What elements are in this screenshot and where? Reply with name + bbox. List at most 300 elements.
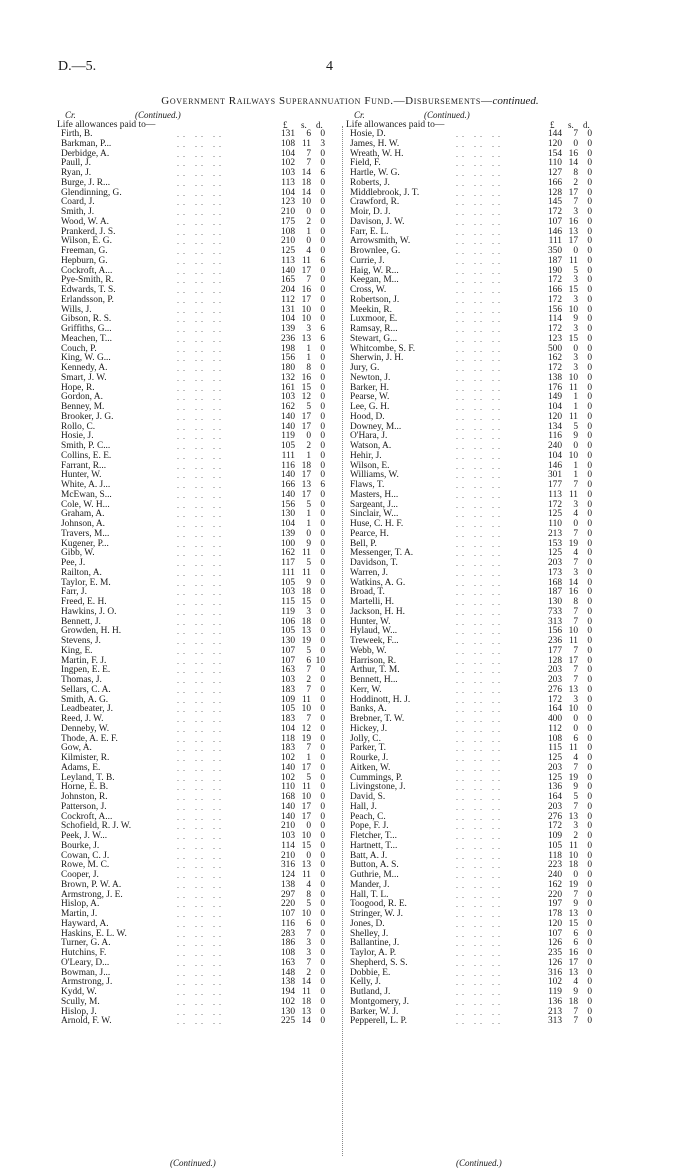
shillings-value: 3 [573,275,578,286]
pounds-value: 236 [547,636,562,646]
shillings-value: 7 [306,928,311,939]
pence-value: 0 [320,821,325,832]
pence-value: 0 [320,626,325,637]
pence-value: 0 [587,782,592,793]
pensioner-name: Masters, H... [350,489,399,500]
pounds-value: 186 [280,938,295,949]
pence-value: 0 [320,197,325,208]
pensioner-name: Taylor, E. M. [61,577,111,588]
shillings-value: 10 [301,197,311,208]
pensioner-name: Davison, J. W. [350,216,405,227]
shillings-value: 9 [573,431,578,442]
shillings-value: 4 [573,548,578,559]
shillings-value: 11 [568,636,578,646]
pounds-value: 126 [547,938,562,949]
leader-dots: .. .. .. [177,734,225,744]
table-row [346,969,636,979]
pounds-value: 156 [547,626,562,637]
pence-value: 6 [320,168,325,178]
leader-dots: .. .. .. [177,217,225,227]
leader-dots: .. .. .. [177,315,225,325]
table-row [346,442,636,452]
leader-dots: .. .. .. [177,617,225,627]
shillings-value: 15 [568,333,578,344]
leader-dots: .. .. .. [177,676,225,685]
shillings-value: 11 [568,411,578,422]
pounds-value: 140 [280,801,295,812]
shillings-value: 1 [306,450,311,461]
pensioner-name: Bowman, J... [61,967,111,978]
shillings-value: 18 [568,996,578,1007]
pounds-value: 104 [280,314,295,325]
shillings-value: 19 [568,538,578,549]
pensioner-name: Jackson, H. H. [350,606,405,617]
pence-value: 0 [587,168,592,178]
shillings-value: 6 [306,918,311,929]
left-cr-label: Cr. [65,110,76,120]
right-shillings-header: s. [568,120,574,130]
leader-dots: .. .. .. [456,461,504,471]
shillings-value: 4 [306,879,311,890]
table-row [57,1017,367,1027]
pensioner-name: Adams, E. [61,762,101,773]
pensioner-name: Wills, J. [61,304,92,315]
leader-dots: .. .. .. [177,783,225,793]
pence-value: 0 [320,392,325,403]
pounds-value: 172 [547,694,562,705]
pence-value: 0 [587,665,592,676]
shillings-value: 11 [301,255,311,266]
pounds-value: 190 [547,265,562,276]
shillings-value: 1 [573,392,578,403]
pence-value: 0 [320,636,325,646]
pensioner-name: Toogood, R. E. [350,899,407,910]
pence-value: 0 [587,684,592,695]
pounds-value: 225 [280,1016,295,1027]
pence-value: 0 [320,909,325,919]
pounds-value: 148 [280,967,295,978]
leader-dots: .. .. .. [177,451,225,461]
leader-dots: .. .. .. [456,832,504,841]
table-row [346,793,636,803]
pounds-value: 140 [280,411,295,422]
pence-value: 0 [587,226,592,237]
leader-dots: .. .. .. [456,539,504,549]
pence-value: 0 [587,840,592,851]
pounds-value: 108 [280,948,295,958]
shillings-value: 11 [301,987,311,997]
leader-dots: .. .. .. [177,471,225,481]
pence-value: 0 [320,831,325,841]
leader-dots: .. .. .. [456,802,504,812]
pence-value: 0 [320,363,325,373]
leader-dots: .. .. .. [456,637,504,646]
pence-value: 0 [320,187,325,198]
leader-dots: .. .. .. [177,442,225,451]
pounds-value: 139 [280,528,295,539]
shillings-value: 1 [306,519,311,529]
leader-dots: .. .. .. [456,412,504,422]
pounds-value: 313 [547,616,562,627]
pensioner-name: Gibson, R. S. [61,314,112,325]
pounds-value: 134 [547,421,562,432]
leader-dots: .. .. .. [177,588,225,598]
pensioner-name: Roberts, J. [350,177,390,188]
right-cr-label: Cr. [354,110,365,120]
pensioner-name: Gibb, W. [61,548,95,559]
leader-dots: .. .. .. [456,247,504,256]
pence-value: 0 [320,382,325,393]
shillings-value: 19 [301,636,311,646]
pounds-value: 316 [547,967,562,978]
shillings-value: 7 [573,889,578,900]
pounds-value: 166 [547,285,562,295]
pence-value: 0 [587,645,592,656]
shillings-value: 18 [301,996,311,1007]
pensioner-name: Meekin, R. [350,304,392,315]
pensioner-name: Cross, W. [350,285,387,295]
shillings-value: 15 [301,382,311,393]
pence-value: 0 [587,519,592,529]
pence-value: 0 [587,246,592,256]
pounds-value: 123 [547,333,562,344]
pence-value: 0 [320,860,325,871]
leader-dots: .. .. .. [177,841,225,851]
pence-value: 0 [320,723,325,734]
leader-dots: .. .. .. [177,978,225,988]
pounds-value: 140 [280,762,295,773]
pence-value: 0 [587,255,592,266]
leader-dots: .. .. .. [456,169,504,178]
pensioner-name: McEwan, S... [61,489,112,500]
shillings-value: 8 [306,363,311,373]
pounds-value: 100 [280,538,295,549]
leader-dots: .. .. .. [456,744,504,754]
table-row [346,1017,636,1027]
table-row [346,150,636,160]
leader-dots: .. .. .. [177,822,225,832]
pensioner-name: Barkman, P... [61,138,112,149]
pence-value: 0 [587,967,592,978]
pounds-value: 130 [280,509,295,520]
pence-value: 0 [587,470,592,481]
pence-value: 0 [587,216,592,227]
pensioner-name: Farrant, R... [61,460,107,471]
pounds-value: 104 [547,450,562,461]
pensioner-name: Johnston, R. [61,792,108,802]
leader-dots: .. .. .. [177,256,225,266]
pence-value: 0 [320,216,325,227]
pensioner-name: Wilson, E. G. [61,236,112,247]
leader-dots: .. .. .. [456,666,504,676]
leader-dots: .. .. .. [177,919,225,929]
leader-dots: .. .. .. [456,266,504,276]
shillings-value: 10 [301,831,311,841]
pensioner-name: Benney, M. [61,402,105,412]
leader-dots: .. .. .. [456,695,504,705]
pensioner-name: Patterson, J. [61,801,107,812]
pensioner-name: King, E. [61,645,93,656]
leader-dots: .. .. .. [456,988,504,997]
leader-dots: .. .. .. [456,490,504,500]
pounds-value: 103 [280,675,295,685]
pence-value: 0 [587,811,592,822]
pensioner-name: Thomas, J. [61,675,102,685]
shillings-value: 5 [306,645,311,656]
pensioner-name: Button, A. S. [350,860,399,871]
leader-dots: .. .. .. [177,481,225,490]
pence-value: 0 [587,733,592,744]
shillings-value: 7 [306,148,311,159]
pounds-value: 146 [547,226,562,237]
pence-value: 0 [587,889,592,900]
pence-value: 0 [587,597,592,607]
pence-value: 0 [320,460,325,471]
pounds-value: 107 [280,909,295,919]
leader-dots: .. .. .. [177,169,225,178]
shillings-value: 17 [568,655,578,666]
leader-dots: .. .. .. [177,354,225,364]
shillings-value: 11 [301,548,311,559]
pensioner-name: Collins, E. E. [61,450,112,461]
pensioner-name: Horne, E. B. [61,782,109,793]
shillings-value: 7 [306,158,311,169]
leader-dots: .. .. .. [456,481,504,490]
table-row [346,783,636,793]
pence-value: 0 [587,480,592,490]
pensioner-name: Wreath, W. H. [350,148,404,159]
pence-value: 0 [587,402,592,412]
table-row [346,384,636,394]
leader-dots: .. .. .. [456,130,504,139]
shillings-value: 9 [573,987,578,997]
shillings-value: 7 [306,743,311,754]
shillings-value: 15 [568,285,578,295]
pence-value: 0 [587,870,592,880]
pence-value: 0 [320,275,325,286]
pence-value: 0 [587,421,592,432]
pence-value: 0 [587,450,592,461]
pence-value: 0 [587,977,592,988]
pounds-value: 210 [280,207,295,217]
pounds-value: 166 [280,480,295,490]
pounds-value: 172 [547,499,562,510]
pounds-value: 130 [547,597,562,607]
shillings-value: 0 [306,850,311,861]
pensioner-name: Moir, D. J. [350,207,391,217]
pounds-value: 187 [547,587,562,598]
pounds-value: 139 [280,324,295,334]
leader-dots: .. .. .. [177,373,225,383]
shillings-value: 0 [573,138,578,149]
pensioner-name: Hood, D. [350,411,385,422]
shillings-value: 7 [306,684,311,695]
leader-dots: .. .. .. [456,188,504,198]
pence-value: 0 [587,236,592,247]
shillings-value: 13 [568,909,578,919]
pensioner-name: Martelli, H. [350,597,395,607]
pounds-value: 313 [547,1016,562,1027]
pensioner-name: Freeman, G. [61,246,108,256]
pence-value: 0 [320,499,325,510]
pounds-value: 109 [280,694,295,705]
leader-dots: .. .. .. [177,432,225,442]
pounds-value: 104 [280,187,295,198]
shillings-value: 11 [568,743,578,754]
pounds-value: 156 [280,499,295,510]
pounds-value: 128 [547,187,562,198]
leader-dots: .. .. .. [177,997,225,1007]
leader-dots: .. .. .. [177,276,225,286]
pensioner-name: Sinclair, W... [350,509,399,520]
shillings-value: 19 [301,733,311,744]
pensioner-name: Peek, J. W... [61,831,108,841]
shillings-value: 15 [568,918,578,929]
pensioner-name: Warren, J. [350,567,389,578]
pensioner-name: Paull, J. [61,158,91,169]
pence-value: 0 [587,879,592,890]
pounds-value: 102 [280,996,295,1007]
leader-dots: .. .. .. [456,685,504,695]
pensioner-name: Griffiths, G... [61,324,112,334]
pounds-value: 115 [548,743,562,754]
pence-value: 0 [587,138,592,149]
shillings-value: 17 [301,811,311,822]
pounds-value: 166 [547,177,562,188]
pounds-value: 116 [548,431,562,442]
pensioner-name: Flaws, T. [350,480,385,490]
leader-dots: .. .. .. [456,510,504,520]
pence-value: 0 [587,265,592,276]
pounds-value: 203 [547,762,562,773]
pounds-value: 116 [281,460,295,471]
shillings-value: 2 [306,675,311,685]
table-row [346,676,636,686]
right-continued-label: (Continued.) [424,110,470,120]
shillings-value: 3 [306,948,311,958]
pensioner-name: Middlebrook, J. T. [350,187,420,198]
pensioner-name: Martin, J. [61,909,98,919]
pensioner-name: Kilmister, R. [61,753,110,763]
shillings-value: 7 [306,275,311,286]
pounds-value: 165 [280,275,295,286]
leader-dots: .. .. .. [177,754,225,763]
pounds-value: 112 [548,723,562,734]
pounds-value: 140 [280,470,295,481]
pence-value: 0 [587,177,592,188]
table-row [346,842,636,852]
pounds-value: 204 [280,285,295,295]
pence-value: 0 [587,694,592,705]
leader-dots: .. .. .. [177,549,225,559]
leader-dots: .. .. .. [177,403,225,412]
shillings-value: 13 [301,333,311,344]
pence-value: 0 [587,294,592,305]
title-continued: continued. [492,95,539,107]
leader-dots: .. .. .. [177,325,225,334]
pence-value: 0 [587,928,592,939]
leader-dots: .. .. .. [456,286,504,295]
pensioner-name: Johnson, A. [61,519,106,529]
pence-value: 0 [587,704,592,715]
leader-dots: .. .. .. [456,861,504,871]
pensioner-name: O'Leary, D... [61,957,110,968]
shillings-value: 3 [573,821,578,832]
shillings-value: 3 [306,324,311,334]
page-reference: D.—5. [58,59,97,74]
pensioner-name: Firth, B. [61,129,93,139]
pounds-value: 283 [280,928,295,939]
pounds-value: 144 [547,129,562,139]
shillings-value: 0 [306,528,311,539]
pence-value: 0 [320,714,325,724]
shillings-value: 6 [573,938,578,949]
pence-value: 0 [320,967,325,978]
pensioner-name: Hall, J. [350,801,377,812]
table-row [346,579,636,589]
pensioner-name: Stringer, W. J. [350,909,404,919]
right-entries-list [346,130,636,1027]
pence-value: 0 [587,948,592,958]
pensioner-name: Dobbie, E. [350,967,391,978]
shillings-value: 0 [573,870,578,880]
pensioner-name: Pye-Smith, R. [61,275,114,286]
leader-dots: .. .. .. [177,802,225,812]
leader-dots: .. .. .. [177,510,225,520]
pounds-value: 113 [281,255,295,266]
shillings-value: 7 [573,762,578,773]
pence-value: 0 [587,148,592,159]
pensioner-name: Turner, G. A. [61,938,111,949]
leader-dots: .. .. .. [177,568,225,578]
shillings-value: 17 [301,265,311,276]
right-section-heading [346,120,636,130]
leader-dots: .. .. .. [456,617,504,627]
pounds-value: 105 [547,840,562,851]
pounds-value: 124 [280,870,295,880]
shillings-value: 7 [306,957,311,968]
pence-value: 0 [320,489,325,500]
pensioner-name: Hoddinott, H. J. [350,694,411,705]
pounds-value: 113 [281,177,295,188]
leader-dots: .. .. .. [177,422,225,432]
pence-value: 0 [587,792,592,802]
pounds-value: 203 [547,801,562,812]
pounds-value: 172 [547,294,562,305]
pensioner-name: White, A. J... [61,480,111,490]
pounds-value: 111 [281,450,295,461]
shillings-value: 7 [573,558,578,568]
pounds-value: 149 [547,392,562,403]
pence-value: 0 [587,753,592,763]
shillings-value: 13 [301,480,311,490]
leader-dots: .. .. .. [456,227,504,237]
table-row [346,744,636,754]
right-pounds-header: £ [550,120,555,130]
table-row [346,218,636,228]
leader-dots: .. .. .. [177,490,225,500]
pence-value: 0 [320,792,325,802]
pence-value: 0 [320,597,325,607]
pounds-value: 276 [547,811,562,822]
pensioner-name: Bell, P. [350,538,377,549]
column-divider [342,126,343,1156]
pensioner-name: Williams, W. [350,470,399,481]
pounds-value: 111 [281,567,295,578]
shillings-value: 10 [568,626,578,637]
pounds-value: 138 [280,879,295,890]
leader-dots: .. .. .. [177,295,225,305]
